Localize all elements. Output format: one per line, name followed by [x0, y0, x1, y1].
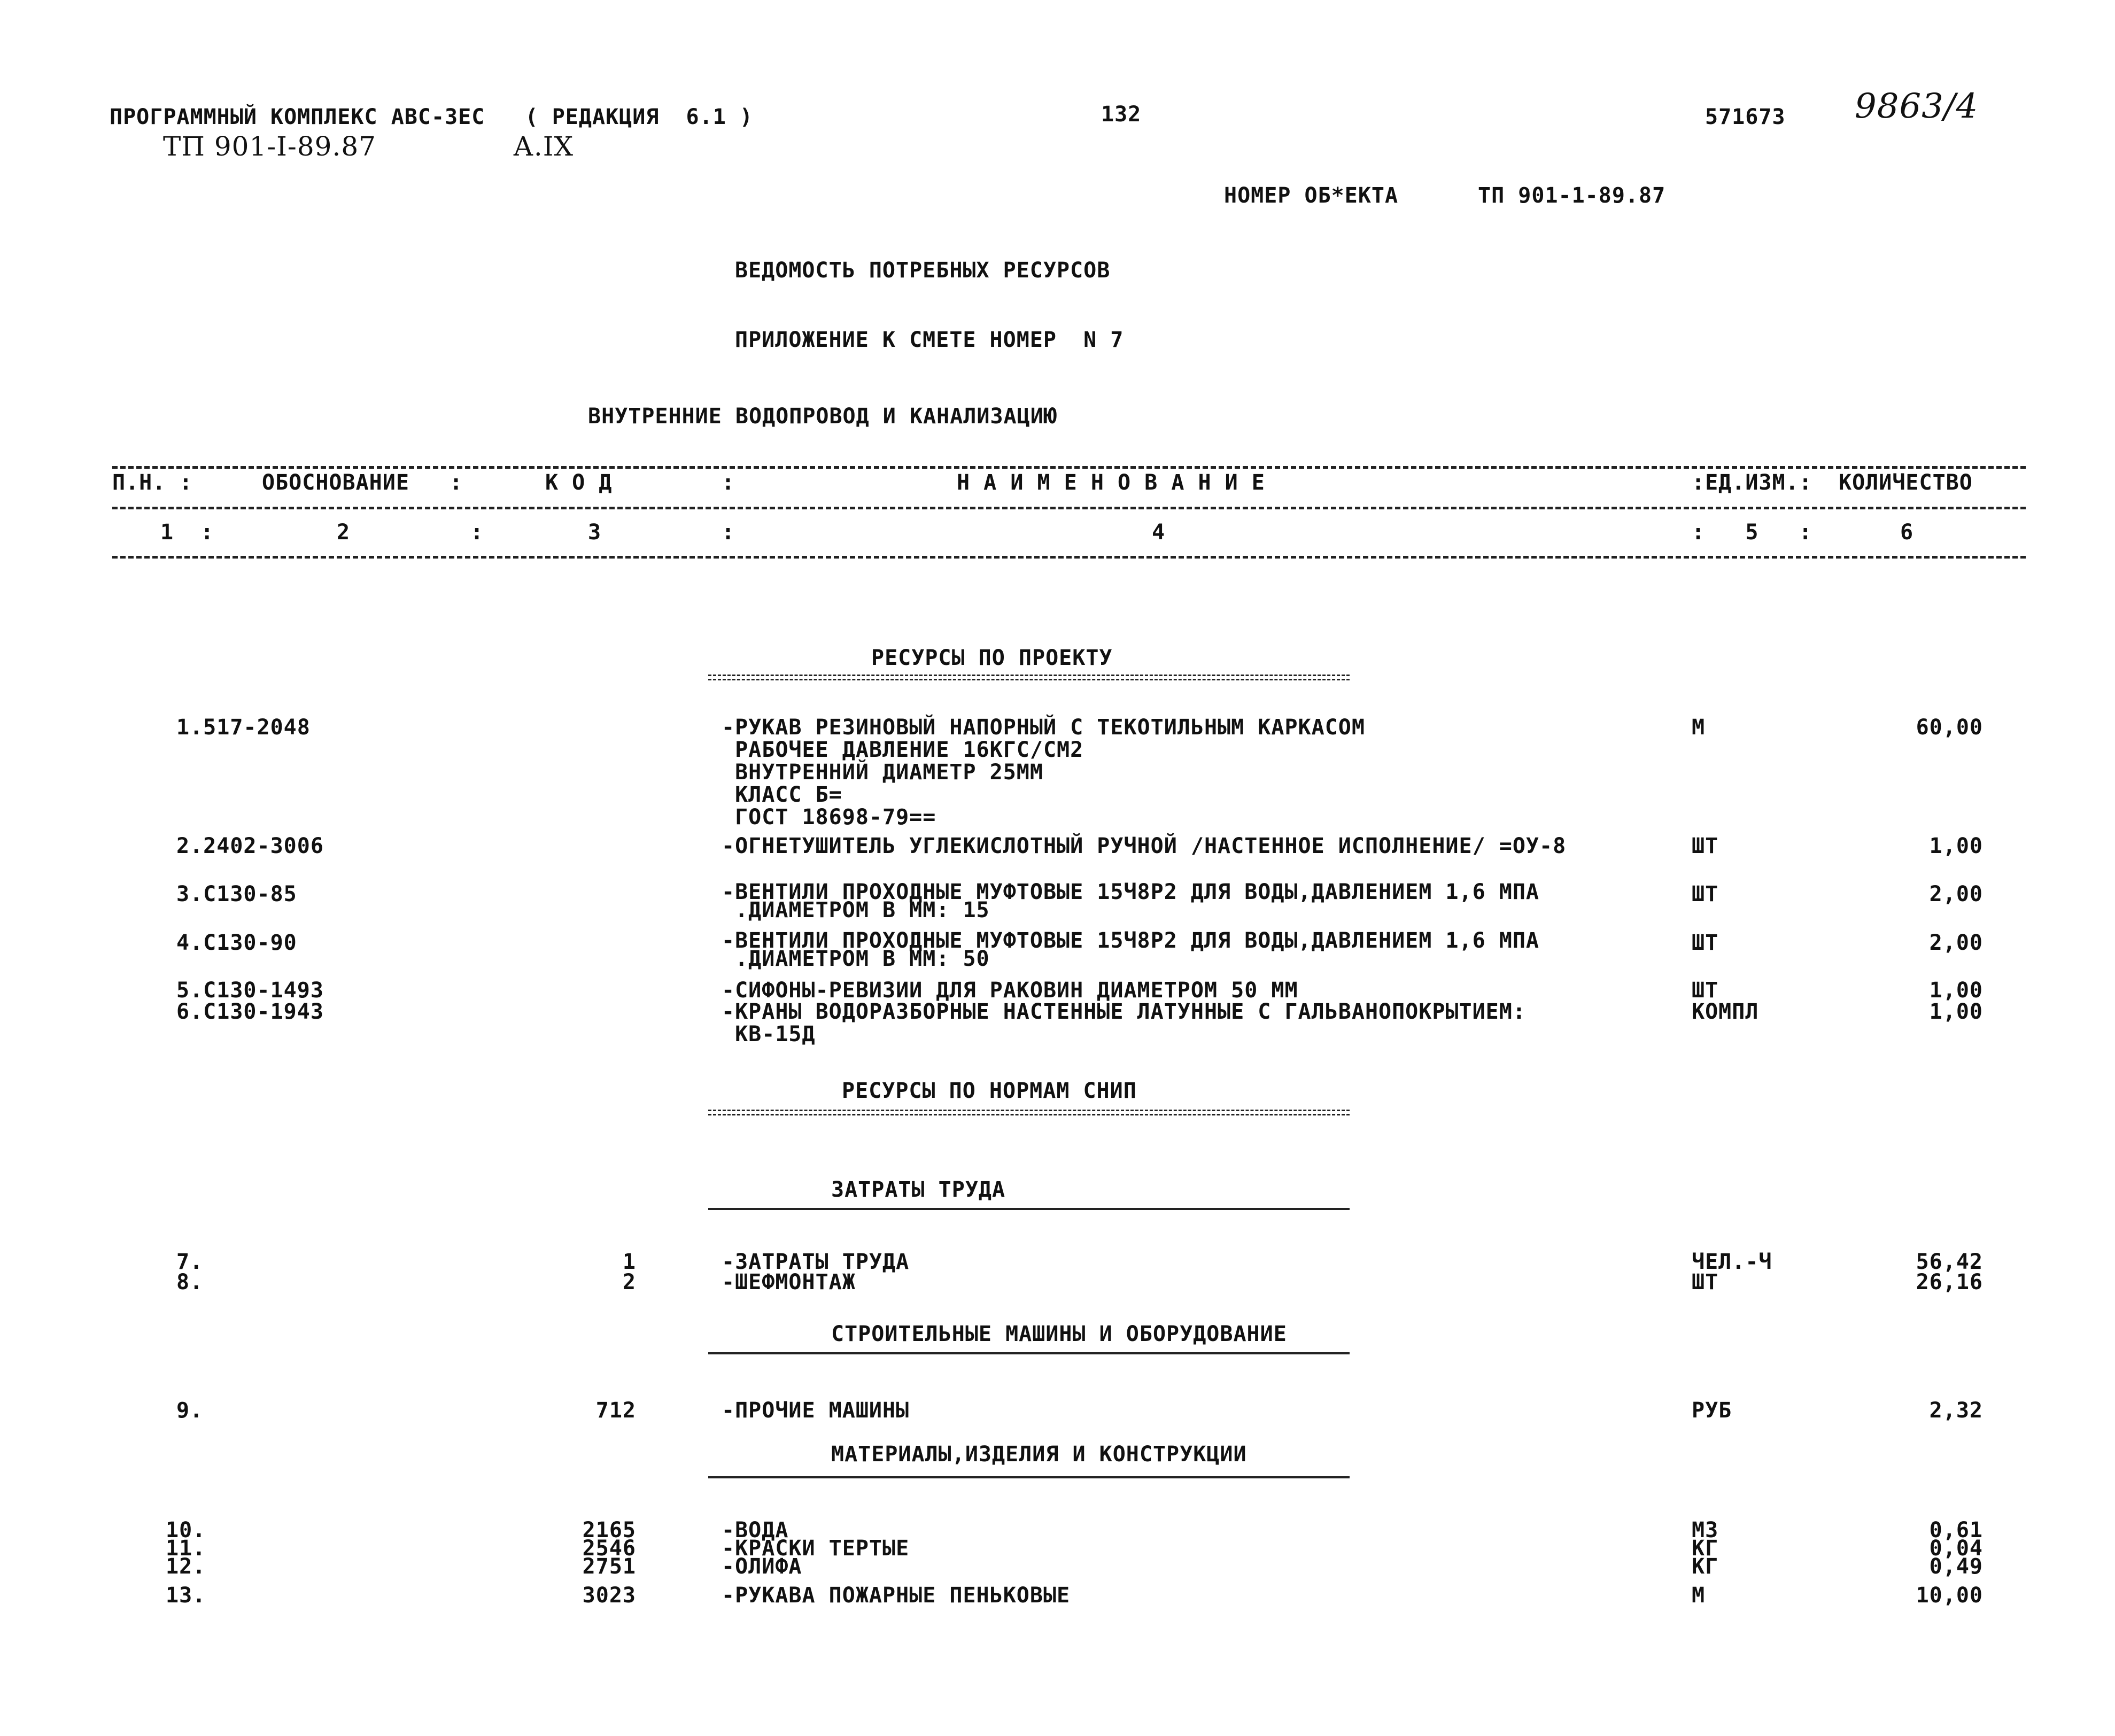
- row-quantity: 1,00: [1929, 978, 1983, 1003]
- section-labor: ЗАТРАТЫ ТРУДА: [831, 1177, 1006, 1202]
- row-name: -ПРОЧИЕ МАШИНЫ: [722, 1398, 910, 1423]
- row-basis: 4.С130-90: [176, 931, 297, 955]
- row-name: -ШЕФМОНТАЖ: [722, 1270, 856, 1295]
- work-section-title: ВНУТРЕННИЕ ВОДОПРОВОД И КАНАЛИЗАЦИЮ: [588, 404, 1057, 429]
- header-col-name: Н А И М Е Н О В А Н И Е: [957, 470, 1265, 495]
- row-number: 10.: [166, 1518, 206, 1543]
- row-code: 2546: [582, 1536, 636, 1561]
- row-number: 8.: [176, 1270, 204, 1295]
- row-basis: 5.С130-1493: [176, 978, 324, 1003]
- section-double-rule: [708, 675, 1350, 676]
- table-header-bottom-rule: [112, 556, 2026, 559]
- col-sep-4: :: [722, 520, 735, 545]
- section-materials: МАТЕРИАЛЫ,ИЗДЕЛИЯ И КОНСТРУКЦИИ: [831, 1442, 1247, 1467]
- row-quantity: 56,42: [1916, 1250, 1983, 1274]
- row-unit: М: [1692, 715, 1706, 740]
- estimate-reference: ПРИЛОЖЕНИЕ К СМЕТЕ НОМЕР N 7: [735, 328, 1124, 352]
- row-quantity: 26,16: [1916, 1270, 1983, 1295]
- row-unit: ЧЕЛ.-Ч: [1692, 1250, 1772, 1274]
- row-unit: ШТ: [1692, 978, 1719, 1003]
- row-unit: ШТ: [1692, 931, 1719, 955]
- page-number: 132: [1101, 102, 1142, 127]
- col-number-2: 2: [337, 520, 351, 545]
- row-basis: 1.517-2048: [176, 715, 311, 740]
- table-header-rule: [112, 507, 2026, 509]
- row-unit: ШТ: [1692, 834, 1719, 858]
- row-code: 712: [595, 1398, 636, 1423]
- row-code: 3023: [582, 1583, 636, 1608]
- section-snip-resources: РЕСУРСЫ ПО НОРМАМ СНИП: [842, 1079, 1137, 1103]
- row-name: -ВЕНТИЛИ ПРОХОДНЫЕ МУФТОВЫЕ 15Ч8Р2 ДЛЯ ВОДЫ,ДАВЛЕНИЕМ 1,6 МПА .ДИАМЕТРОМ В ММ: 15: [722, 880, 1540, 923]
- row-unit: ШТ: [1692, 1270, 1719, 1295]
- row-quantity: 1,00: [1929, 999, 1983, 1024]
- row-name: -ЗАТРАТЫ ТРУДА: [722, 1250, 910, 1274]
- header-col-basis: ОБОСНОВАНИЕ :: [262, 470, 463, 495]
- row-unit: ШТ: [1692, 882, 1719, 906]
- row-number: 13.: [166, 1583, 206, 1608]
- row-quantity: 10,00: [1916, 1583, 1983, 1608]
- row-unit: КГ: [1692, 1554, 1719, 1579]
- col-number-1: 1 :: [160, 520, 214, 545]
- document-number: 571673: [1705, 105, 1786, 129]
- project-code: ТП 901-I-89.87: [163, 131, 376, 162]
- section-double-rule: [708, 1110, 1350, 1111]
- row-quantity: 0,04: [1929, 1536, 1983, 1561]
- document-title: ВЕДОМОСТЬ ПОТРЕБНЫХ РЕСУРСОВ: [735, 258, 1111, 283]
- row-code: 2: [622, 1270, 636, 1295]
- col-number-5: : 5 :: [1692, 520, 1812, 545]
- row-quantity: 0,61: [1929, 1518, 1983, 1543]
- header-col-unit: :ЕД.ИЗМ.:: [1692, 470, 1812, 495]
- program-line: ПРОГРАММНЫЙ КОМПЛЕКС АВС-3ЕС ( РЕДАКЦИЯ 6.1 ): [110, 105, 753, 129]
- row-unit: КГ: [1692, 1536, 1719, 1561]
- header-sep: :: [722, 470, 735, 495]
- col-sep-2: :: [470, 520, 484, 545]
- row-name: -ВЕНТИЛИ ПРОХОДНЫЕ МУФТОВЫЕ 15Ч8Р2 ДЛЯ ВОДЫ,ДАВЛЕНИЕМ 1,6 МПА .ДИАМЕТРОМ В ММ: 50: [722, 928, 1540, 971]
- row-unit: М: [1692, 1583, 1706, 1608]
- section-underline: [708, 1476, 1350, 1478]
- col-number-3: 3: [588, 520, 602, 545]
- row-quantity: 0,49: [1929, 1554, 1983, 1579]
- row-unit: РУБ: [1692, 1398, 1732, 1423]
- row-number: 12.: [166, 1554, 206, 1579]
- object-label: НОМЕР ОБ*ЕКТА: [1224, 183, 1399, 208]
- row-number: 9.: [176, 1398, 204, 1423]
- header-col-quantity: КОЛИЧЕСТВО: [1839, 470, 1973, 495]
- handwritten-number: 9863/4: [1855, 87, 1979, 126]
- row-name: -КРАНЫ ВОДОРАЗБОРНЫЕ НАСТЕННЫЕ ЛАТУННЫЕ С ГАЛЬВАНОПОКРЫТИЕМ: КВ-15Д: [722, 999, 1526, 1047]
- row-name: -ВОДА: [722, 1518, 789, 1543]
- row-basis: 2.2402-3006: [176, 834, 324, 858]
- col-number-4: 4: [1152, 520, 1166, 545]
- row-quantity: 2,00: [1929, 931, 1983, 955]
- col-number-6: 6: [1900, 520, 1914, 545]
- row-name: -КРАСКИ ТЕРТЫЕ: [722, 1536, 910, 1561]
- row-unit: КОМПЛ: [1692, 999, 1759, 1024]
- row-name: -ОЛИФА: [722, 1554, 802, 1579]
- object-value: ТП 901-1-89.87: [1478, 183, 1666, 208]
- row-basis: 6.С130-1943: [176, 999, 324, 1024]
- header-col-code: К О Д: [545, 470, 613, 495]
- row-name: -ОГНЕТУШИТЕЛЬ УГЛЕКИСЛОТНЫЙ РУЧНОЙ /НАСТЕННОЕ ИСПОЛНЕНИЕ/ =ОУ-8: [722, 834, 1567, 858]
- section-underline: [708, 1208, 1350, 1210]
- header-col-item-no: П.Н. :: [112, 470, 193, 495]
- table-top-rule: [112, 466, 2026, 469]
- row-code: 2751: [582, 1554, 636, 1579]
- row-name: -СИФОНЫ-РЕВИЗИИ ДЛЯ РАКОВИН ДИАМЕТРОМ 50 ММ: [722, 978, 1298, 1003]
- row-unit: М3: [1692, 1518, 1719, 1543]
- section-underline: [708, 1352, 1350, 1354]
- row-number: 7.: [176, 1250, 204, 1274]
- album-number: А.IX: [513, 131, 574, 162]
- row-name: -РУКАВА ПОЖАРНЫЕ ПЕНЬКОВЫЕ: [722, 1583, 1071, 1608]
- row-code: 2165: [582, 1518, 636, 1543]
- row-code: 1: [622, 1250, 636, 1274]
- row-quantity: 60,00: [1916, 715, 1983, 740]
- section-project-resources: РЕСУРСЫ ПО ПРОЕКТУ: [871, 646, 1113, 670]
- row-quantity: 1,00: [1929, 834, 1983, 858]
- section-machines: СТРОИТЕЛЬНЫЕ МАШИНЫ И ОБОРУДОВАНИЕ: [831, 1322, 1287, 1346]
- row-quantity: 2,00: [1929, 882, 1983, 906]
- row-name: -РУКАВ РЕЗИНОВЫЙ НАПОРНЫЙ С ТЕКОТИЛЬНЫМ КАРКАСОМ РАБОЧЕЕ ДАВЛЕНИЕ 16КГС/СМ2 ВНУТРЕННИЙ ДИАМЕТР 25ММ КЛАСС Б= ГОСТ 18698-79==: [722, 715, 1365, 830]
- row-basis: 3.С130-85: [176, 882, 297, 906]
- row-quantity: 2,32: [1929, 1398, 1983, 1423]
- row-number: 11.: [166, 1536, 206, 1561]
